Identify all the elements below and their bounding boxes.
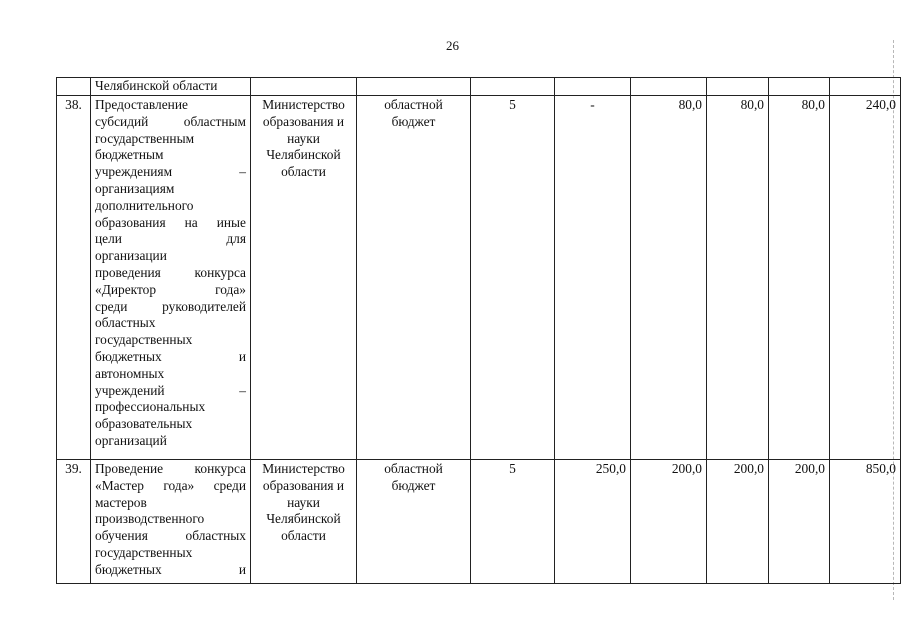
source-line: бюджет: [391, 477, 436, 493]
desc-line: проведения конкурса: [95, 264, 246, 280]
desc-line: дополнительного: [95, 197, 194, 213]
executor-line: образования и: [262, 113, 345, 129]
cell-total: [830, 78, 901, 96]
source-line: областной: [384, 97, 443, 112]
cell-col7: 200,0: [707, 460, 769, 584]
cell-col5: -: [555, 96, 631, 460]
desc-line: учреждениям –: [95, 164, 246, 180]
desc-line: Проведение конкурса: [95, 461, 246, 476]
source-line: областной: [384, 461, 443, 476]
desc-line: профессиональных: [95, 399, 206, 415]
cell-col6: 80,0: [631, 96, 707, 460]
desc-line: образовательных: [95, 416, 193, 432]
desc-line: государственных: [95, 332, 193, 348]
cell-col4: 5: [471, 96, 555, 460]
desc-line: производственного: [95, 511, 205, 527]
cell-description: [91, 96, 251, 460]
budget-table: [56, 77, 901, 584]
executor-line: области: [281, 528, 326, 544]
desc-line: образования на иные: [95, 214, 246, 230]
desc-line: организациям: [95, 180, 175, 196]
cell-source: [357, 460, 471, 584]
desc-line: обучения областных: [95, 528, 246, 544]
desc-line: государственным: [95, 130, 195, 146]
cell-source: [357, 96, 471, 460]
executor-line: образования и: [262, 477, 345, 493]
cell-col7: 80,0: [707, 96, 769, 460]
desc-line: цели для: [95, 231, 246, 247]
desc-line: организаций: [95, 432, 167, 448]
desc-line: Предоставление: [95, 97, 188, 112]
desc-line: бюджетным: [95, 147, 164, 163]
desc-line: государственных: [95, 544, 193, 560]
executor-line: области: [281, 164, 326, 180]
cell-executor: [251, 78, 357, 96]
page-number: 26: [446, 38, 459, 53]
desc-line: бюджетных и: [95, 348, 246, 364]
cell-col5: [555, 78, 631, 96]
executor-line: Министерство: [262, 97, 345, 112]
executor-line: Министерство: [262, 461, 345, 476]
table-row: [57, 96, 901, 460]
desc-line: «Директор года»: [95, 281, 246, 297]
table-row-continuation: [57, 78, 901, 96]
cell-executor: [251, 96, 357, 460]
desc-line: учреждений –: [95, 382, 246, 398]
executor-line: науки: [287, 130, 320, 146]
desc-line: «Мастер года» среди: [95, 477, 246, 493]
desc-line: автономных: [95, 365, 165, 381]
cell-col4: [471, 78, 555, 96]
cell-num: 39.: [57, 460, 91, 584]
desc-line: областных: [95, 315, 156, 331]
cell-col8: 200,0: [769, 460, 830, 584]
cell-description: Челябинской области: [91, 78, 251, 96]
cell-col8: [769, 78, 830, 96]
cell-num: 38.: [57, 96, 91, 460]
desc-line: среди руководителей: [95, 298, 246, 314]
cell-source: [357, 78, 471, 96]
cell-col6: [631, 78, 707, 96]
source-line: бюджет: [391, 113, 436, 129]
desc-line: субсидий областным: [95, 113, 246, 129]
executor-line: науки: [287, 494, 320, 510]
desc-line: бюджетных и: [95, 561, 246, 577]
cell-total: 240,0: [830, 96, 901, 460]
desc-line: организации: [95, 248, 167, 264]
cell-num: [57, 78, 91, 96]
cell-col7: [707, 78, 769, 96]
cell-total: 850,0: [830, 460, 901, 584]
cell-col5: 250,0: [555, 460, 631, 584]
cell-executor: [251, 460, 357, 584]
cell-col6: 200,0: [631, 460, 707, 584]
executor-line: Челябинской: [266, 511, 341, 527]
cell-description: [91, 460, 251, 584]
executor-line: Челябинской: [266, 147, 341, 163]
cell-col4: 5: [471, 460, 555, 584]
table-row: [57, 460, 901, 584]
cell-col8: 80,0: [769, 96, 830, 460]
desc-line: мастеров: [95, 494, 147, 510]
